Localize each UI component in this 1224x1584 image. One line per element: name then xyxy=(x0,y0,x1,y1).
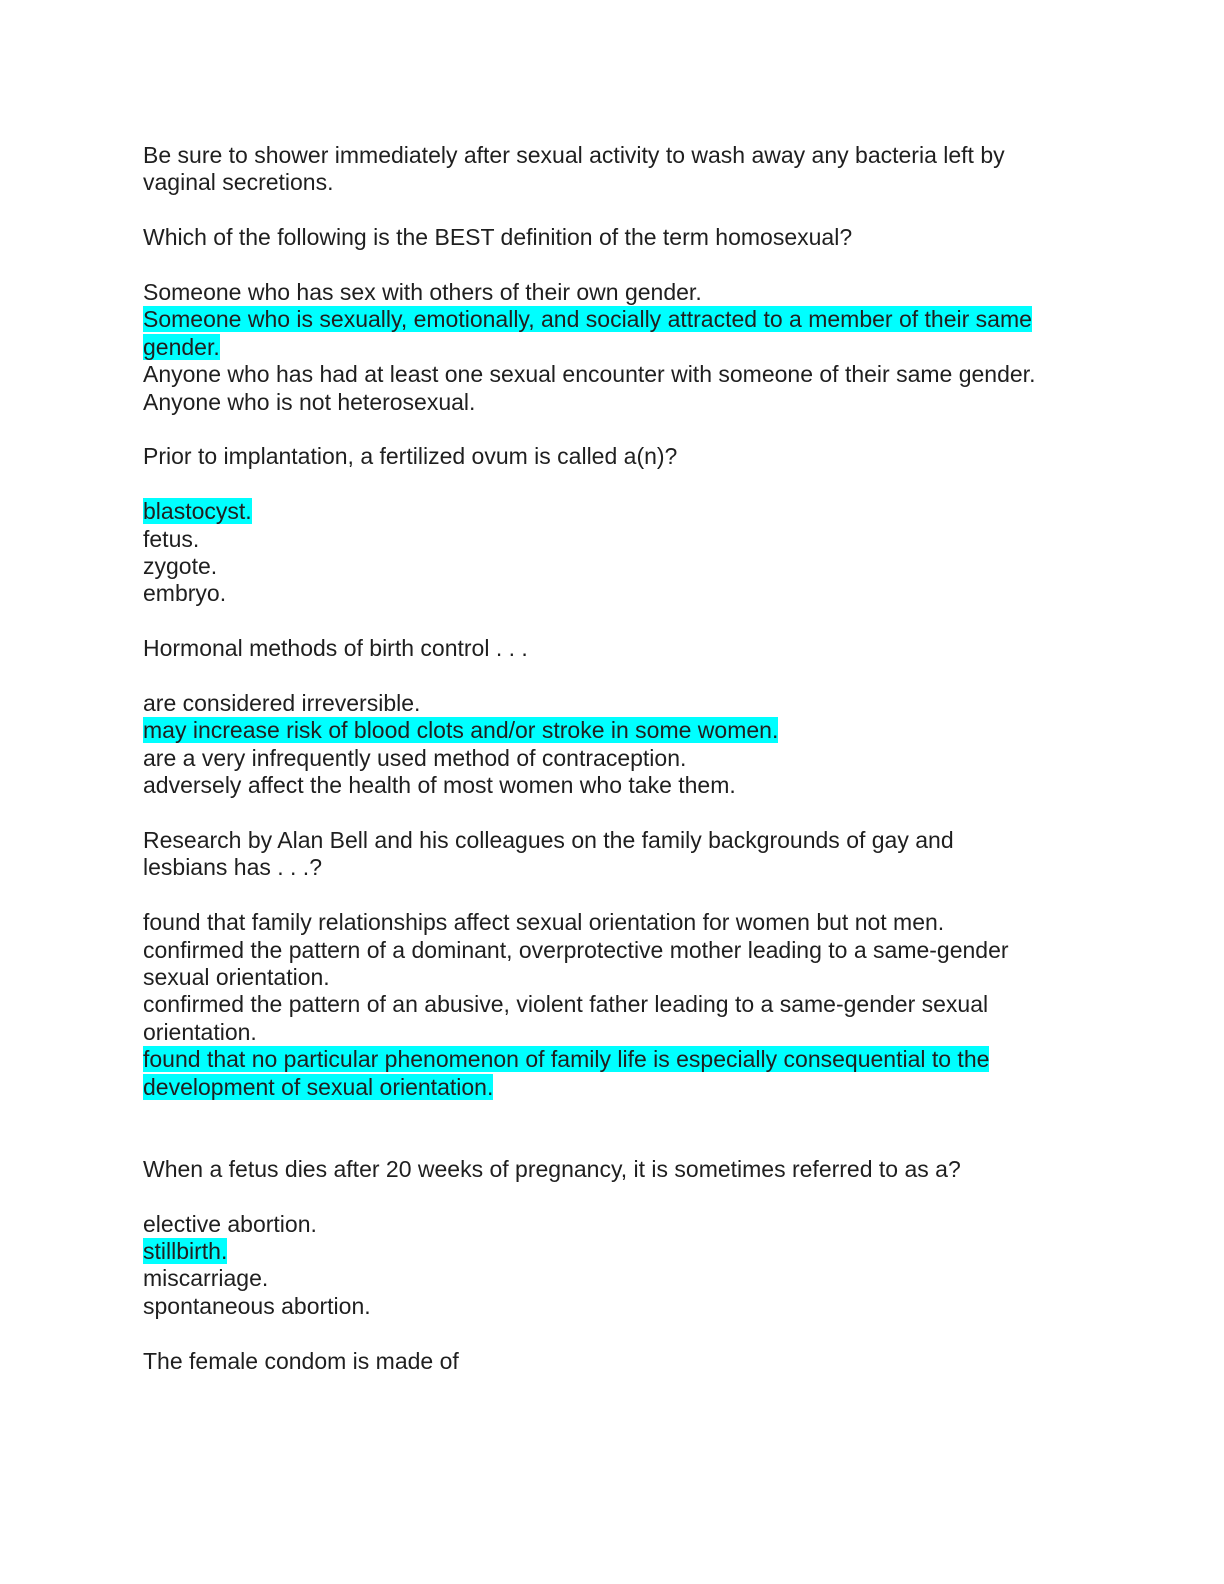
line-text: Someone who has sex with others of their own gender. xyxy=(143,279,702,305)
line-text: may increase risk of blood clots and/or stroke in some women. xyxy=(143,717,779,744)
line-text: adversely affect the health of most women who take them. xyxy=(143,772,736,799)
blank-line xyxy=(143,416,1083,443)
line-text: Which of the following is the BEST definition of the term homosexual? xyxy=(143,224,853,251)
highlighted-answer-line xyxy=(143,306,1083,333)
text-line xyxy=(143,279,1083,306)
line-text: are a very infrequently used method of contraception. xyxy=(143,744,687,771)
highlighted-answer-line xyxy=(143,717,1083,744)
blank-line xyxy=(143,1101,1083,1128)
line-text: spontaneous abortion. xyxy=(143,1292,371,1319)
line-text: embryo. xyxy=(143,580,227,607)
line-text: gender. xyxy=(143,333,220,360)
blank-line xyxy=(143,1320,1083,1347)
text-line xyxy=(143,526,1083,553)
line-text: blastocyst. xyxy=(143,498,252,525)
line-text: Someone who is sexually, emotionally, and socially attracted to a member of their same xyxy=(143,306,1032,333)
line-text: confirmed the pattern of a dominant, overprotective mother leading to a same-gender xyxy=(143,936,1009,963)
blank-line xyxy=(143,882,1083,909)
text-line xyxy=(143,389,1083,416)
text-line xyxy=(143,361,1083,388)
document-body xyxy=(143,142,1083,1375)
text-line xyxy=(143,1265,1083,1292)
blank-line xyxy=(143,252,1083,279)
line-text: When a fetus dies after 20 weeks of pregnancy, it is sometimes referred to as a? xyxy=(143,1155,961,1182)
text-line xyxy=(143,827,1083,854)
line-text: Anyone who is not heterosexual. xyxy=(143,388,476,415)
line-text: miscarriage. xyxy=(143,1265,269,1292)
line-text: Hormonal methods of birth control . . . xyxy=(143,635,528,662)
line-text: confirmed the pattern of an abusive, violent father leading to a same-gender sexual xyxy=(143,991,989,1018)
line-text: are considered irreversible. xyxy=(143,690,421,717)
text-line xyxy=(143,1293,1083,1320)
highlighted-answer-line xyxy=(143,1238,1083,1265)
blank-line xyxy=(143,800,1083,827)
line-text: stillbirth. xyxy=(143,1238,228,1265)
text-line xyxy=(143,991,1083,1018)
text-line xyxy=(143,772,1083,799)
highlighted-answer-line xyxy=(143,1074,1083,1101)
line-text: sexual orientation. xyxy=(143,964,330,991)
blank-line xyxy=(143,608,1083,635)
line-text: found that no particular phenomenon of family life is especially consequential to the xyxy=(143,1046,990,1073)
line-text: development of sexual orientation. xyxy=(143,1073,494,1100)
text-line xyxy=(143,1211,1083,1238)
line-text: Research by Alan Bell and his colleagues on the family backgrounds of gay and xyxy=(143,827,954,854)
text-line xyxy=(143,553,1083,580)
line-text: lesbians has . . .? xyxy=(143,854,322,881)
line-text: Prior to implantation, a fertilized ovum is called a(n)? xyxy=(143,443,678,470)
line-text: The female condom is made of xyxy=(143,1347,459,1374)
text-line xyxy=(143,580,1083,607)
text-line xyxy=(143,1348,1083,1375)
blank-line xyxy=(143,471,1083,498)
line-text: orientation. xyxy=(143,1018,257,1045)
line-text: Anyone who has had at least one sexual encounter with someone of their same gender. xyxy=(143,361,1036,388)
line-text: Be sure to shower immediately after sexual activity to wash away any bacteria left by xyxy=(143,142,1005,168)
line-text: elective abortion. xyxy=(143,1210,317,1237)
highlighted-answer-line xyxy=(143,334,1083,361)
text-line xyxy=(143,169,1083,196)
line-text: vaginal secretions. xyxy=(143,169,334,196)
highlighted-answer-line xyxy=(143,498,1083,525)
text-line xyxy=(143,909,1083,936)
line-text: found that family relationships affect sexual orientation for women but not men. xyxy=(143,909,945,936)
text-line xyxy=(143,854,1083,881)
text-line xyxy=(143,1156,1083,1183)
text-line xyxy=(143,635,1083,662)
blank-line xyxy=(143,1128,1083,1155)
blank-line xyxy=(143,663,1083,690)
text-line xyxy=(143,690,1083,717)
line-text: zygote. xyxy=(143,553,218,580)
blank-line xyxy=(143,197,1083,224)
blank-line xyxy=(143,1183,1083,1210)
text-line xyxy=(143,1019,1083,1046)
line-text: fetus. xyxy=(143,525,200,552)
text-line xyxy=(143,937,1083,964)
text-line xyxy=(143,443,1083,470)
text-line xyxy=(143,745,1083,772)
text-line xyxy=(143,224,1083,251)
text-line xyxy=(143,142,1083,169)
highlighted-answer-line xyxy=(143,1046,1083,1073)
text-line xyxy=(143,964,1083,991)
